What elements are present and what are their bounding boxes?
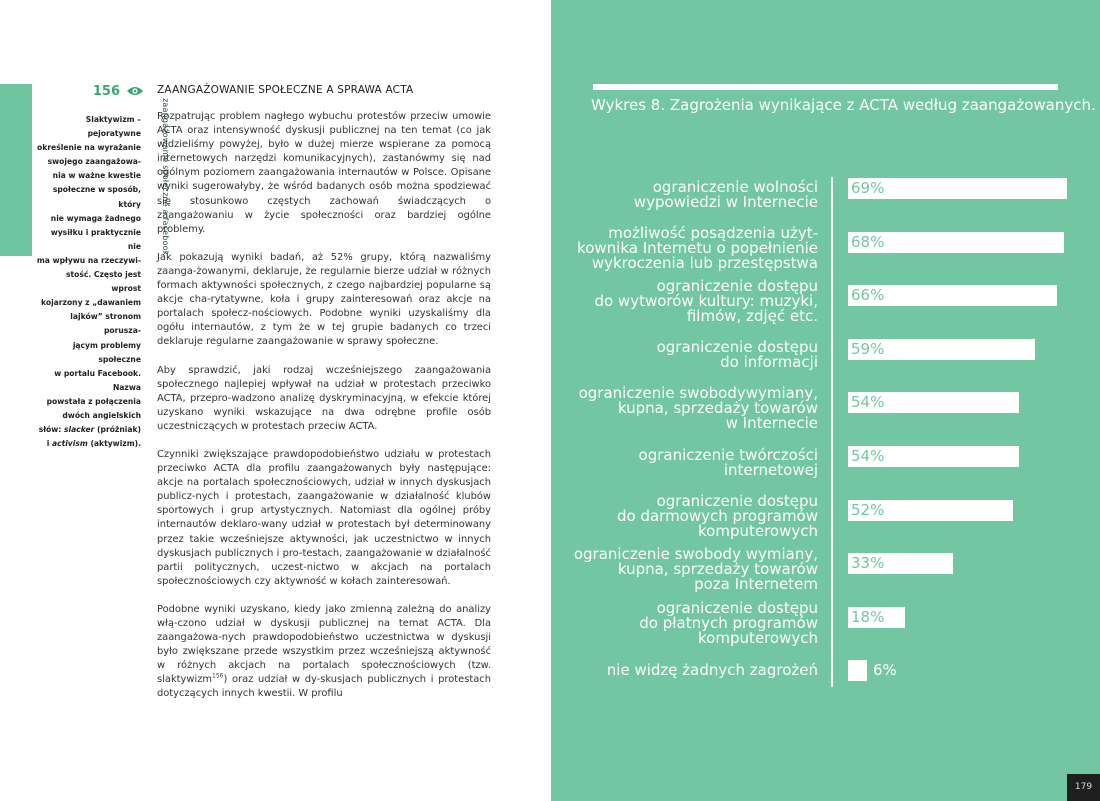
paragraph-5-end: ) oraz udział w dy-skusjach publicznych i protestach dotyczących innych kwestii. W profilu — [157, 674, 491, 700]
paragraph-4: Czynniki zwiększające prawdopodobieństwo udziału w protestach przeciwko ACTA dla profilu zaangażowanych były następujące: akcje na portalach społecznościowych, udział w innych dyskusjach publicz-nych i protestach, zaangażowanie w działalność klubów sportowych i grup artystycznych. Natomiast dla ogólnej próby internautów deklaro-wany udział w protestach był determinowany przez takie wcześniejsze aktywności, jak uczestnictwo w innych dyskusjach publicznych i pro-testach, zaangażowanie w działalność partii politycznych, uczest-nictwo w akcjach na portalach społecznościowych czy aktywność w kołach zainteresowań. — [157, 448, 491, 587]
bar-label-line: wykroczenia lub przestępstwa — [591, 253, 818, 272]
footnote-ref: 156 — [212, 673, 224, 681]
bar-label-line: ograniczenie wolności — [652, 177, 818, 196]
bar-value-label: 66% — [851, 286, 885, 305]
bar-label-line: w Internecie — [725, 414, 818, 433]
chart-panel — [551, 0, 1100, 801]
bar-label — [574, 547, 818, 592]
paragraph-5 — [157, 603, 491, 702]
bar-label-line: ograniczenie swobody wymiany, — [573, 545, 818, 564]
bar-label — [579, 386, 818, 431]
bar-label — [607, 663, 818, 678]
footnote-line: powstała z połączenia — [46, 396, 141, 406]
footnote-line: kojarzony z „dawaniem — [41, 298, 141, 308]
bar-label-line: ograniczenie dostępu — [656, 491, 818, 510]
bar-value-label: 18% — [851, 607, 885, 626]
bar — [848, 660, 867, 681]
eye-icon — [126, 85, 144, 97]
article-title: ZAANGAŻOWANIE SPOŁECZNE A SPRAWA ACTA — [157, 84, 414, 96]
bar-label — [594, 279, 818, 324]
footnote-line: nia w ważne kwestie — [52, 171, 141, 181]
paragraph-1: Rozpatrując problem nagłego wybuchu protestów przeciw umowie ACTA oraz intensywność dyskusji publicznej na ten temat (co jak widzieliśmy powyżej, było w dużej mierze wspierane za pomocą internetowych narzędzi komunikacyjnych), zastanówmy się nad ogólnym poziomem zaangażowania internautów w Polsce. Opisane wyniki sugerowałyby, że wśród badanych osób można spodziewać się stosunkowo częstych zachowań świadczących o zaangażowaniu w życie społeczności oraz bardziej ogólne problemy. — [157, 111, 491, 235]
footnote-line: ma wpływu na rzeczywi- — [36, 255, 141, 265]
bar-label — [657, 340, 818, 370]
footnote-line: Slaktywizm – pejoratywne — [85, 115, 141, 139]
footnote-line: lajków” stronom porusza- — [70, 312, 141, 336]
bar-value-label: 68% — [851, 232, 885, 251]
bar-label-line: możliwość posądzenia użyt- — [608, 223, 818, 242]
bar-label-line: filmów, zdjęć etc. — [686, 307, 818, 326]
footnote-text — [36, 113, 141, 451]
bar-label-line: internetowej — [723, 460, 818, 479]
bar-label-line: do płatnych programów — [639, 613, 818, 632]
page-number-box — [1067, 774, 1100, 801]
bar-label — [639, 598, 818, 647]
footnote-line: wysiłku i praktycznie nie — [50, 227, 141, 251]
bar-value-label: 6% — [873, 661, 897, 680]
bar-label-line: kupna, sprzedaży towarów — [617, 399, 818, 418]
footnote-line: dwóch angielskich — [62, 410, 141, 420]
paragraph-5-start: Podobne wyniki uzyskano, kiedy jako zmienną zależną do analizy włą-czono udział w dyskusji publicznej na temat ACTA. Dla zaangażowa-nych prawdopodobieństwo uczestnictwa w dyskusji było zwiększane przede wszystkim przez wcześniejszą aktywność w różnych akcjach na portalach społecznościowych (tzw. slaktywizm — [157, 603, 491, 686]
bar-label — [633, 177, 818, 211]
bar-label-line: ograniczenie dostępu — [656, 338, 818, 357]
chart-top-rule — [593, 84, 1058, 90]
footnote-line: społeczne w sposób, który — [52, 185, 141, 209]
bar-label-line: do informacji — [720, 353, 818, 372]
footnote-line: określenie na wyrażanie — [37, 143, 141, 153]
bar-value-label: 54% — [851, 447, 885, 465]
bar-label-line: poza Internetem — [694, 575, 818, 594]
bar-label-line: ograniczenie swobodywymiany, — [578, 384, 818, 403]
chart-axis — [831, 177, 833, 687]
article-body — [157, 110, 491, 716]
footnote-line: w portalu Facebook. Nazwa — [54, 368, 141, 392]
page-number: 179 — [1074, 782, 1093, 792]
bar-value-label: 52% — [851, 500, 885, 519]
bar-label-line: do wytworów kultury: muzyki, — [594, 292, 818, 311]
bar-label-line: ograniczenie twórczości — [638, 445, 818, 464]
running-head: zaangażowanie społeczne a facebook — [161, 98, 170, 256]
paragraph-2: Jak pokazują wyniki badań, aż 52% grupy, którą nazwaliśmy zaanga-żowanymi, deklaruje, że regularnie bierze udział w różnych formach aktywności społecznych, z czego najbardziej popularne są akcje cha-rytatywne, koła i grupy zainteresowań oraz akcje na portalach społecz-nościowych. Podobne wyniki uzyskaliśmy dla ogółu internautów, z tym że w tej grupie badanych co trzeci deklaruje regularne zaangażowanie w sprawy społeczne. — [157, 251, 491, 348]
footnote-line: słów: slacker (próżniak) — [38, 425, 141, 435]
bar-label — [616, 491, 818, 540]
chart-title: Wykres 8. Zagrożenia wynikające z ACTA według zaangażowanych. — [591, 96, 1096, 114]
footnote-line: i activism (aktywizm). — [46, 439, 141, 449]
bar-label — [577, 223, 818, 272]
bar-value-label: 54% — [851, 393, 885, 412]
bar-label-line: ograniczenie dostępu — [656, 277, 818, 296]
footnote-line: nie wymaga żadnego — [50, 213, 141, 223]
bar-label-line: wypowiedzi w Internecie — [633, 192, 818, 211]
bar-label-line: kownika Internetu o popełnienie — [577, 238, 818, 257]
bar-label-line: komputerowych — [698, 521, 818, 540]
bar-label-line: komputerowych — [698, 628, 818, 647]
footnote-line: swojego zaangażowa- — [47, 157, 141, 167]
bar-label-line: ograniczenie dostępu — [656, 598, 818, 617]
footnote-header — [40, 84, 144, 100]
bar-value-label: 69% — [851, 179, 885, 197]
bar-label — [638, 445, 818, 479]
footnote-line: jącym problemy społeczne — [72, 340, 141, 364]
footnote-number: 156 — [92, 84, 120, 99]
bar-label-line: do darmowych programów — [616, 506, 818, 525]
bar-label-line: nie widzę żadnych zagrożeń — [606, 661, 818, 680]
bar-value-label: 59% — [851, 339, 885, 358]
footnote-line: stość. Często jest wprost — [66, 270, 141, 294]
paragraph-3: Aby sprawdzić, jaki rodzaj wcześniejszego zaangażowania społecznego najlepiej wpływał na udział w protestach przeciwko ACTA, przepro-wadzono analizę dyskryminacyjną, w efekcie której uzyskano wyniki wskazujące na dwa odrębne profile osób uczestniczących w protestach przeciw ACTA. — [157, 364, 491, 432]
bar-value-label: 33% — [851, 554, 885, 573]
bar-label-line: kupna, sprzedaży towarów — [617, 560, 818, 579]
